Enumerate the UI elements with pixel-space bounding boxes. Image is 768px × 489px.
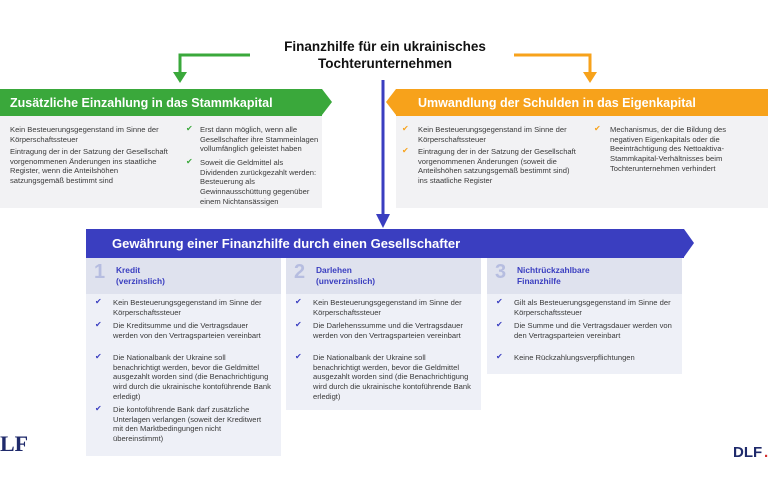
right-section-heading [396,89,768,116]
card-item: Keine Rückzahlungsverpflichtungen [514,353,635,362]
orange-banner-tip [386,89,396,115]
right-col1-item: Eintragung der in der Satzung der Gesellschaft vorgenommenen Änderungen (soweit die Anteilshöhen satzungsgemäß bestimmt sind) ins staatliche Register [418,147,576,186]
logo-left: LF [0,431,29,456]
card-title-line: Darlehen [316,265,352,275]
card-item: Die Kreditsumme und die Vertragsdauer werden von den Vertragsparteien vereinbart [113,321,261,340]
card-item: Die Nationalbank der Ukraine soll benachrichtigt werden, bevor die Geldmittel ausgezahlt worden sind (die Benachrichtigung wird durch die ukrainische kontoführende Bank erledigt) [313,353,471,401]
card-darlehen [286,258,481,410]
logo-right-dot: . [764,444,768,461]
card-title-line: (unverzinslich) [316,275,376,286]
card-title-line: (verzinslich) [116,275,165,286]
green-arrow-icon [172,50,252,84]
left-col2-item: Erst dann möglich, wenn alle Gesellschafter ihre Stammeinlagen vollumfänglich geleistet haben [200,125,319,154]
card-item: Kein Besteuerungsgegenstand im Sinne der Körperschaftssteuer [113,298,262,317]
check-icon: ✔ [496,320,503,329]
card-item: Gilt als Besteuerungsgegenstand im Sinne der Körperschaftssteuer [514,298,671,317]
card-number: 2 [294,261,306,283]
card-title-line: Nichtrückzahlbare [517,265,590,275]
card-header [286,258,481,294]
card-header [86,258,281,294]
check-icon: ✔ [496,297,503,306]
check-icon: ✔ [295,352,302,361]
card-title [517,265,590,286]
logo-right: DLF [733,444,763,461]
blue-banner-tip [684,229,694,257]
card-header [487,258,682,294]
orange-arrow-icon [512,50,602,84]
card-number: 1 [94,261,106,283]
bottom-heading-text: Gewährung einer Finanzhilfe durch einen Gesellschafter [112,236,461,251]
check-icon: ✔ [95,352,102,361]
left-section-panel [0,116,322,208]
check-icon: ✔ [594,124,601,133]
left-col2-item: Soweit die Geldmittel als Dividenden zurückgezahlt werden: Besteuerung als Gewinnausschüttung gegenüber einem Nichtansässigen [200,158,317,206]
check-icon: ✔ [295,297,302,306]
check-icon: ✔ [186,124,193,133]
card-title-line: Kredit [116,265,141,275]
card-item: Kein Besteuerungsgegenstand im Sinne der Körperschaftssteuer [313,298,462,317]
card-finanzhilfe [487,258,682,374]
card-item: Die Darlehenssumme und die Vertragsdauer werden von den Vertragsparteien vereinbart [313,321,463,340]
check-icon: ✔ [402,124,409,133]
check-icon: ✔ [496,352,503,361]
check-icon: ✔ [95,297,102,306]
check-icon: ✔ [295,320,302,329]
left-section-heading [0,89,322,116]
right-section-panel [396,116,768,208]
card-title [116,265,165,286]
card-item: Die Summe und die Vertragsdauer werden von den Vertragsparteien vereinbart [514,321,672,340]
card-kredit [86,258,281,456]
right-heading-text: Umwandlung der Schulden in das Eigenkapital [418,95,696,110]
check-icon: ✔ [186,157,193,166]
card-item: Die Nationalbank der Ukraine soll benachrichtigt werden, bevor die Geldmittel ausgezahlt worden sind (die Benachrichtigung wird durch die ukrainische kontoführende Bank erledigt) [113,353,271,401]
left-col1-item: Eintragung der in der Satzung der Gesellschaft vorgenommenen Änderungen ins staatliche Register, wenn die Anteilshöhen satzungsgemäß bestimmt sind [10,147,168,186]
right-col2-item: Mechanismus, der die Bildung des negativen Eigenkapitals oder die Beeinträchtigung des Nettoaktiva-Stammkapital-Verhältnisses beim Tochterunternehmen verhindert [610,125,727,173]
left-heading-text: Zusätzliche Einzahlung in das Stammkapital [10,95,273,110]
card-item: Die kontoführende Bank darf zusätzliche Unterlagen verlangen (soweit der Kreditwert mit den Marktbedingungen nicht übereinstimmt) [113,405,262,444]
left-col1-item: Kein Besteuerungsgegenstand im Sinne der Körperschaftssteuer [10,125,159,144]
check-icon: ✔ [402,146,409,155]
right-col1-item: Kein Besteuerungsgegenstand im Sinne der Körperschaftssteuer [418,125,567,144]
card-number: 3 [495,261,507,283]
check-icon: ✔ [95,404,102,413]
green-banner-tip [322,89,332,115]
card-title-line: Finanzhilfe [517,275,561,286]
check-icon: ✔ [95,320,102,329]
card-title [316,265,375,286]
bottom-section-heading [86,229,684,258]
diagram-title: Finanzhilfe für ein ukrainisches Tochterunternehmen [284,39,486,71]
